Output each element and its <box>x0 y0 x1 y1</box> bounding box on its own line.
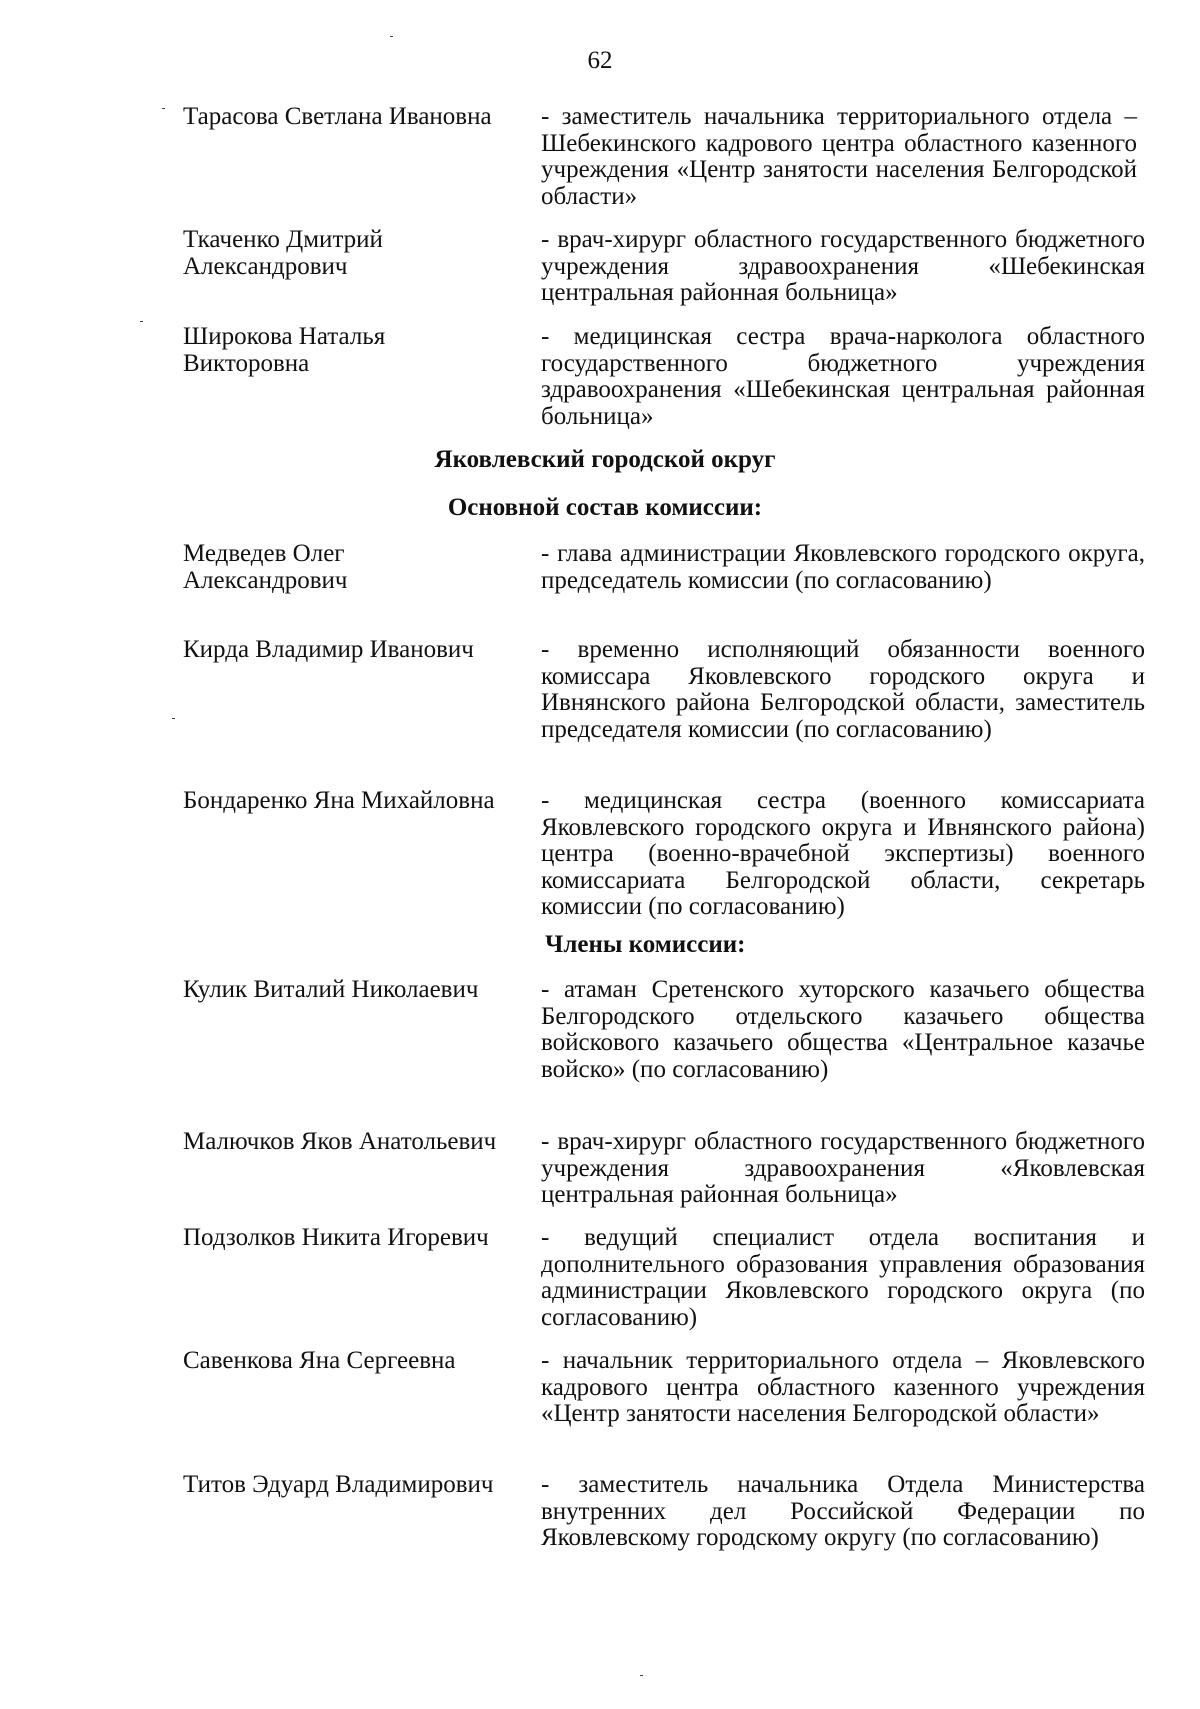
person-name: Широкова Наталья Викторовна <box>183 323 386 377</box>
person-name: Савенкова Яна Сергеевна <box>183 1347 456 1374</box>
person-role: - атаман Сретенского хуторского казачьего общества Белгородского отдельского казачьего общества войскового казачьего общества «Центральное казачье войско» (по согласованию) <box>541 976 1145 1083</box>
person-name: Ткаченко Дмитрий Александрович <box>183 226 383 280</box>
person-name: Подзолков Никита Игоревич <box>183 1224 489 1251</box>
person-name: Тарасова Светлана Ивановна <box>183 103 492 130</box>
person-name: Медведев Олег Александрович <box>183 540 348 594</box>
person-name: Кирда Владимир Иванович <box>183 636 474 663</box>
person-role: - заместитель начальника Отдела Министерства внутренних дел Российской Федерации по Яковлевскому городскому округу (по согласованию) <box>541 1471 1145 1551</box>
members-heading: Члены комиссии: <box>545 931 746 958</box>
person-name: Титов Эдуард Владимирович <box>183 1471 494 1498</box>
scan-speck <box>390 36 393 37</box>
scan-speck <box>640 1675 643 1676</box>
scan-speck <box>172 718 175 719</box>
scan-speck <box>140 321 143 322</box>
scan-speck <box>162 108 165 109</box>
person-role: - начальник территориального отдела – Яковлевского кадрового центра областного казенного учреждения «Центр занятости населения Белгородской области» <box>541 1347 1145 1427</box>
district-heading: Яковлевский городской округ <box>434 446 776 473</box>
person-role: - временно исполняющий обязанности военного комиссара Яковлевского городского округа и Ивнянского района Белгородской области, заместитель председателя комиссии (по согласованию) <box>541 636 1145 743</box>
page-number: 62 <box>587 47 613 74</box>
person-role: - заместитель начальника территориального отдела – Шебекинского кадрового центра областного казенного учреждения «Центр занятости населения Белгородской области» <box>541 103 1137 210</box>
person-role: - глава администрации Яковлевского городского округа, председатель комиссии (по согласованию) <box>541 540 1145 594</box>
person-name: Малючков Яков Анатольевич <box>183 1128 497 1155</box>
main-composition-heading: Основной состав комиссии: <box>447 494 763 521</box>
person-role: - врач-хирург областного государственного бюджетного учреждения здравоохранения «Шебекинская центральная районная больница» <box>541 226 1145 306</box>
person-name: Бондаренко Яна Михайловна <box>183 787 495 814</box>
person-role: - врач-хирург областного государственного бюджетного учреждения здравоохранения «Яковлевская центральная районная больница» <box>541 1128 1145 1208</box>
person-role: - медицинская сестра врача-нарколога областного государственного бюджетного учреждения здравоохранения «Шебекинская центральная районная больница» <box>541 323 1145 430</box>
person-role: - медицинская сестра (военного комиссариата Яковлевского городского округа и Ивнянского района) центра (военно-врачебной экспертизы) военного комиссариата Белгородской области, секретарь комиссии (по согласованию) <box>541 787 1145 920</box>
person-name: Кулик Виталий Николаевич <box>183 976 479 1003</box>
person-role: - ведущий специалист отдела воспитания и дополнительного образования управления образования администрации Яковлевского городского округа (по согласованию) <box>541 1224 1145 1331</box>
